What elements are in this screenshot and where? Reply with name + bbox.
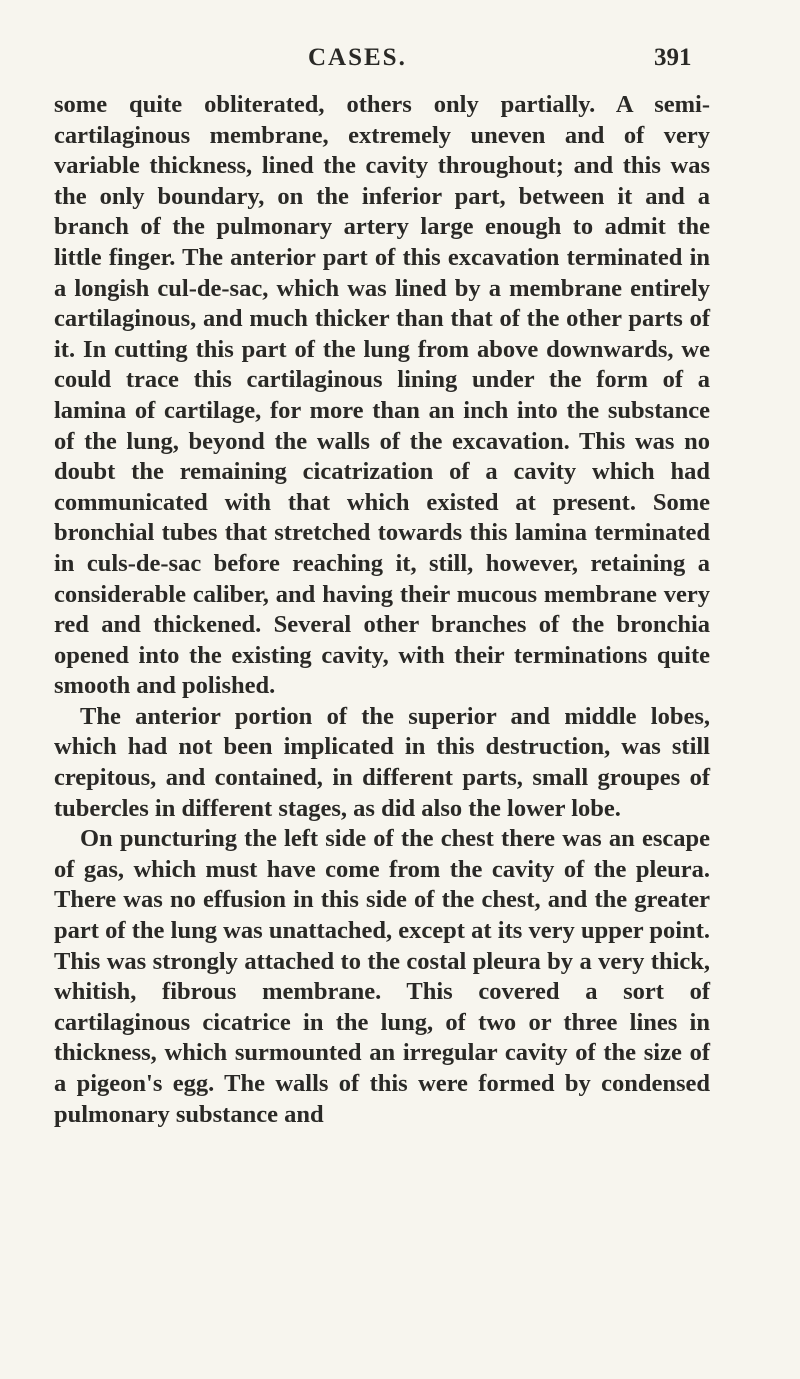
paragraph: The anterior portion of the superior and middle lobes, which had not been implicated in this destruction, was still crepitous, and contained, in different parts, small groupes of tubercles in different stages, as did also the lower lobe. xyxy=(54,702,710,822)
paragraph: some quite obliterated, others only partially. A semi-cartilaginous membrane, extremely uneven and of very variable thickness, lined the cavity throughout; and this was the only boundary, on the inferior part, between it and a branch of the pulmonary artery large enough to admit the little finger. The anterior part of this excavation terminated in a longish cul-de-sac, which was lined by a membrane entirely cartilaginous, and much thicker than that of the other parts of it. In cutting this part of the lung from above downwards, we could trace this cartilaginous lining under the form of a lamina of cartilage, for more than an inch into the substance of the lung, beyond the walls of the excavation. This was no doubt the remaining cicatrization of a cavity which had communicated with that which existed at present. Some bronchial tubes that stretched towards this lamina terminated in culs-de-sac before reaching it, still, however, retaining a considerable caliber, and having their mucous membrane very red and thickened. Several other branches of the bronchia opened into the existing cavity, with their terminations quite smooth and polished. xyxy=(54,91,710,700)
page-header xyxy=(0,44,800,80)
page-number: 391 xyxy=(654,44,692,71)
paragraph: On puncturing the left side of the chest there was an escape of gas, which must have come from the cavity of the pleura. There was no effusion in this side of the chest, and the greater part of the lung was unattached, except at its very upper point. This was strongly attached to the costal pleura by a very thick, whitish, fibrous membrane. This covered a sort of cartilaginous cicatrice in the lung, of two or three lines in thickness, which surmounted an irregular cavity of the size of a pigeon's egg. The walls of this were formed by condensed pulmonary substance and xyxy=(54,825,710,1128)
body-text xyxy=(54,90,710,1130)
running-head: CASES. xyxy=(308,44,407,71)
